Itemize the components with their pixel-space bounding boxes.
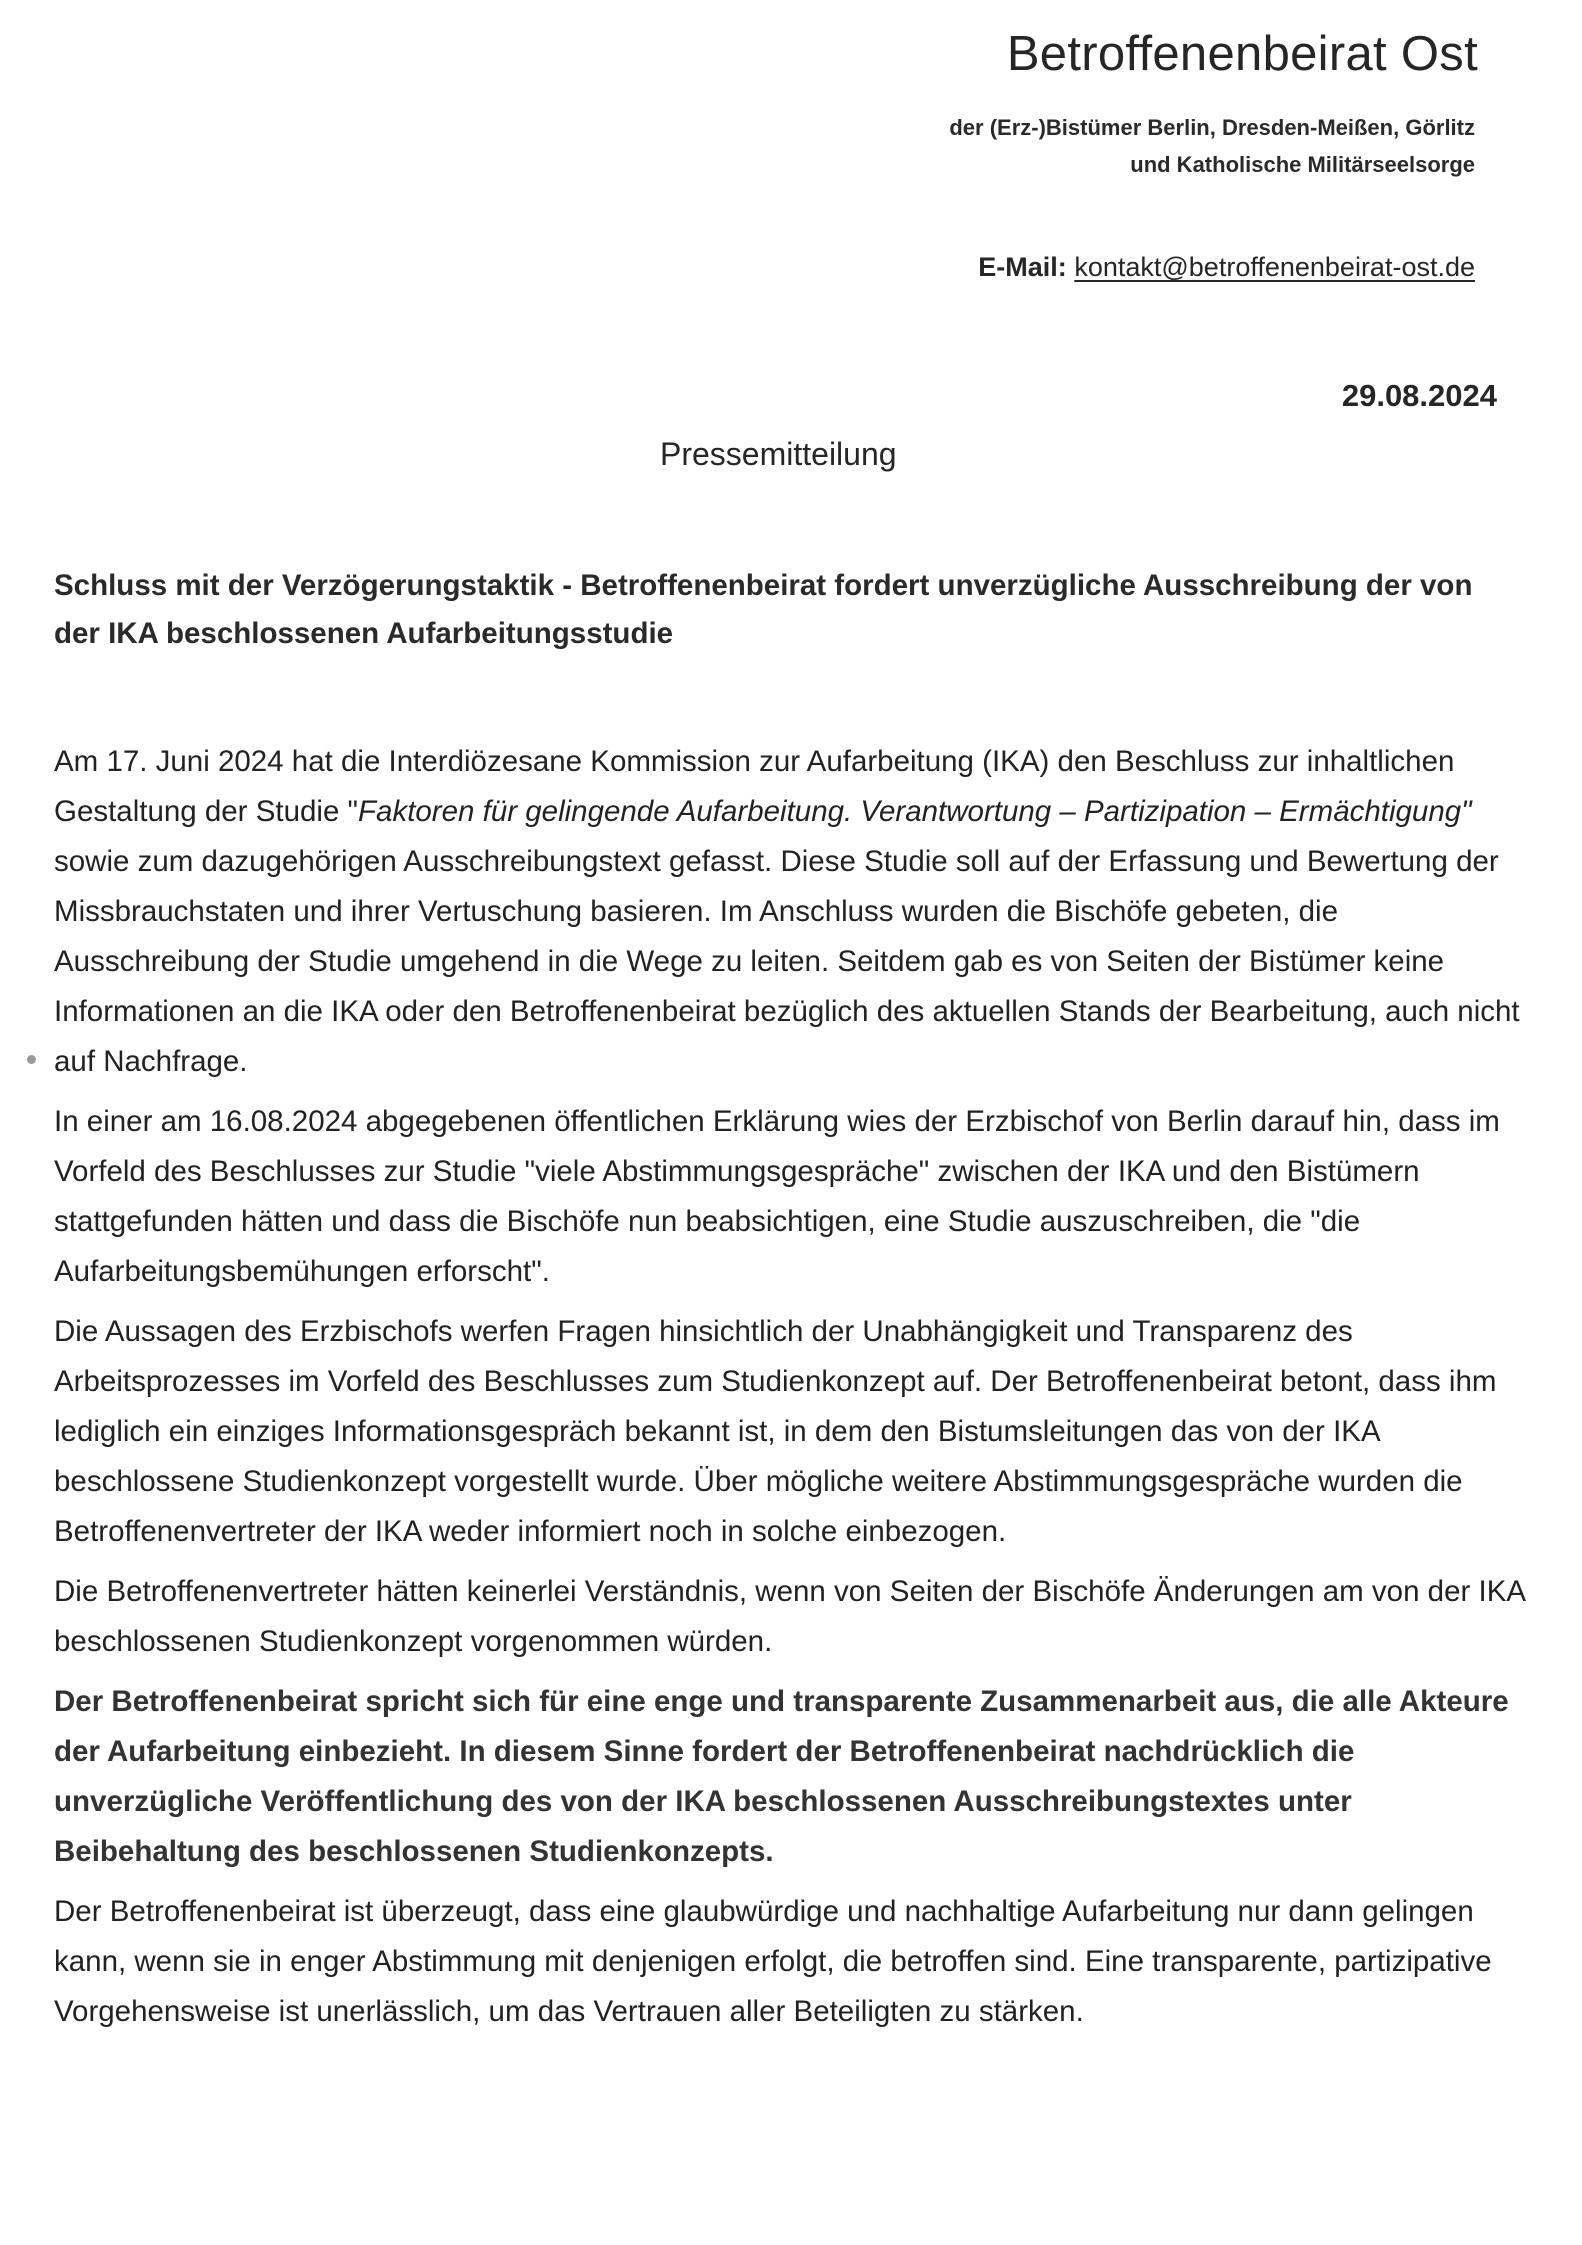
paragraph-1-rest: sowie zum dazugehörigen Ausschreibungstext gefasst. Diese Studie soll auf der Erfassung und Bewertung der Missbrauchstaten und ihrer Vertuschung basieren. Im Anschluss wurden die Bischöfe gebeten, die Ausschreibung der Studie umgehend in die Wege zu leiten. Seitdem gab es von Seiten der Bistümer keine Informationen an die IKA oder den Betroffenenbeirat bezüglich des aktuellen Stands der Bearbeitung, auch nicht auf Nachfrage.: [54, 845, 1520, 1078]
contact-email-line: [978, 252, 1475, 283]
email-link[interactable]: kontakt@betroffenenbeirat-ost.de: [1074, 252, 1475, 282]
body-paragraph-6: Der Betroffenenbeirat ist überzeugt, dass eine glaubwürdige und nachhaltige Aufarbeitung nur dann gelingen kann, wenn sie in enger Abstimmung mit denjenigen erfolgt, die betroffen sind. Eine transparente, partizipative Vorgehensweise ist unerlässlich, um das Vertrauen aller Beteiligten zu stärken.: [54, 1895, 1492, 2028]
body-paragraph-2: In einer am 16.08.2024 abgegebenen öffentlichen Erklärung wies der Erzbischof von Berlin darauf hin, dass im Vorfeld des Beschlusses zur Studie "viele Abstimmungsgespräche" zwischen der IKA und den Bistümern stattgefunden hätten und dass die Bischöfe nun beabsichtigen, eine Studie auszuschreiben, die "die Aufarbeitungsbemühungen erforscht".: [54, 1105, 1500, 1288]
document-type-heading: Pressemitteilung: [660, 436, 897, 472]
body-paragraph-1: [54, 737, 1534, 1087]
paragraph-1-intro: Am 17. Juni 2024 hat die Interdiözesane Kommission zur Aufarbeitung (IKA) den Beschluss zur inhaltlichen Gestaltung der Studie ": [54, 745, 1455, 828]
press-release-body: [54, 737, 1534, 2047]
body-paragraph-5-demand: Der Betroffenenbeirat spricht sich für eine enge und transparente Zusammenarbeit aus, die alle Akteure der Aufarbeitung einbezieht. In diesem Sinne fordert der Betroffenenbeirat nachdrücklich die unverzügliche Veröffentlichung des von der IKA beschlossenen Ausschreibungstextes unter Beibehaltung des beschlossenen Studienkonzepts.: [54, 1685, 1509, 1868]
document-date: 29.08.2024: [1341, 378, 1497, 413]
study-title: Faktoren für gelingende Aufarbeitung. Verantwortung – Partizipation – Ermächtigung": [358, 795, 1472, 828]
scan-artifact-dot: [27, 1055, 36, 1064]
email-label: E-Mail:: [978, 252, 1067, 282]
organization-subtitle-line2: und Katholische Militärseelsorge: [1130, 152, 1475, 177]
press-release-headline: Schluss mit der Verzögerungstaktik - Betroffenenbeirat fordert unverzügliche Ausschreibung der von der IKA beschlossenen Aufarbeitungsstudie: [54, 569, 1473, 650]
organization-subtitle-line1: der (Erz-)Bistümer Berlin, Dresden-Meißen, Görlitz: [949, 115, 1475, 140]
body-paragraph-4: Die Betroffenenvertreter hätten keinerlei Verständnis, wenn von Seiten der Bischöfe Änderungen am von der IKA beschlossenen Studienkonzept vorgenommen würden.: [54, 1575, 1525, 1658]
organization-name: Betroffenenbeirat Ost: [1006, 27, 1478, 81]
body-paragraph-3: Die Aussagen des Erzbischofs werfen Fragen hinsichtlich der Unabhängigkeit und Transparenz des Arbeitsprozesses im Vorfeld des Beschlusses zum Studienkonzept auf. Der Betroffenenbeirat betont, dass ihm lediglich ein einziges Informationsgespräch bekannt ist, in dem den Bistumsleitungen das von der IKA beschlossene Studienkonzept vorgestellt wurde. Über mögliche weitere Abstimmungsgespräche wurden die Betroffenenvertreter der IKA weder informiert noch in solche einbezogen.: [54, 1315, 1497, 1548]
